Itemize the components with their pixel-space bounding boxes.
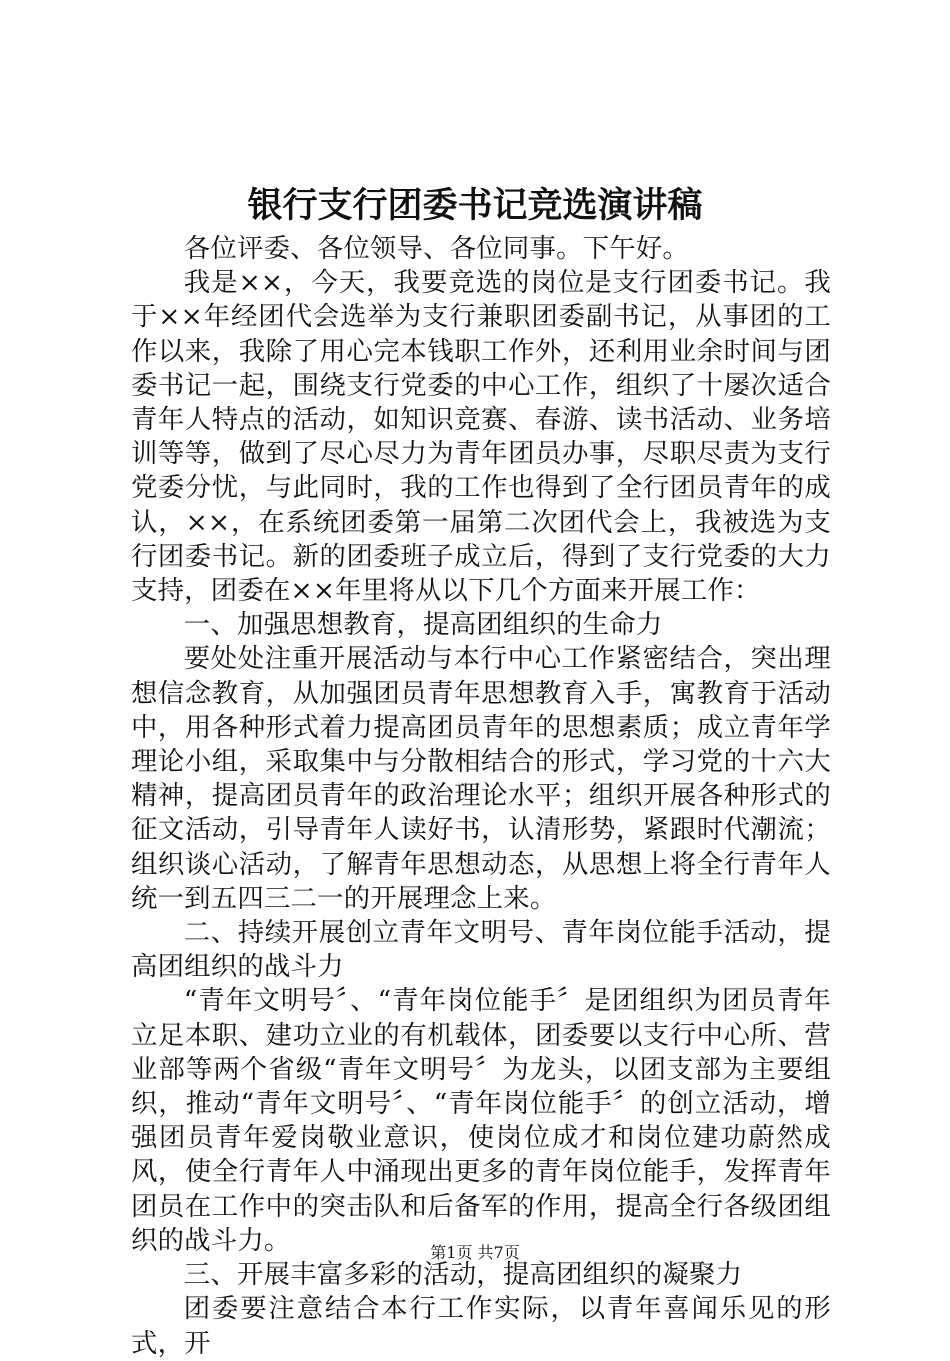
section-heading-2: 二、持续开展创立青年文明号、青年岗位能手活动，提高团组织的战斗力: [131, 917, 831, 983]
document-title: 银行支行团委书记竞选演讲稿: [247, 185, 703, 226]
section-paragraph-1: 要处处注重开展活动与本行中心工作紧密结合，突出理想信念教育，从加强团员青年思想教育入手，寓教育于活动中，用各种形式着力提高团员青年的思想素质；成立青年学理论小组，采取集中与分散相结合的形式，学习党的十六大精神，提高团员青年的政治理论水平；组织开展各种形式的征文活动，引导青年人读好书，认清形势，紧跟时代潮流；组织谈心活动，了解青年思想动态，从思想上将全行青年人统一到五四三二一的开展理念上来。: [131, 643, 831, 914]
intro-paragraph: 我是××，今天，我要竞选的岗位是支行团委书记。我于××年经团代会选举为支行兼职团委副书记，从事团的工作以来，我除了用心完本钱职工作外，还利用业余时间与团委书记一起，围绕支行党委的中心工作，组织了十屡次适合青年人特点的活动，如知识竞赛、春游、读书活动、业务培训等等，做到了尽心尽力为青年团员办事，尽职尽责为支行党委分忧，与此同时，我的工作也得到了全行团员青年的成认，××，在系统团委第一届第二次团代会上，我被选为支行团委书记。新的团委班子成立后，得到了支行党委的大力支持，团委在××年里将从以下几个方面来开展工作：: [131, 267, 831, 607]
section-paragraph-3: 团委要注意结合本行工作实际，以青年喜闻乐见的形式，开: [131, 1293, 831, 1359]
page-number-footer: 第1页 共7页: [430, 1243, 520, 1262]
section-heading-3: 三、开展丰富多彩的活动，提高团组织的凝聚力: [183, 1259, 743, 1291]
section-heading-1: 一、加强思想教育，提高团组织的生命力: [183, 609, 663, 641]
document-body: [131, 232, 831, 1361]
greeting-paragraph: 各位评委、各位领导、各位同事。下午好。: [183, 233, 690, 264]
section-paragraph-2: “青年文明号〞、“青年岗位能手〞是团组织为团员青年立足本职、建功立业的有机载体，团委要以支行中心所、营业部等两个省级“青年文明号〞为龙头，以团支部为主要组织，推动“青年文明号〞、“青年岗位能手〞的创立活动，增强团员青年爱岗敬业意识，使岗位成才和岗位建功蔚然成风，使全行青年人中涌现出更多的青年岗位能手，发挥青年团员在工作中的突击队和后备军的作用，提高全行各级团组织的战斗力。: [131, 985, 831, 1256]
